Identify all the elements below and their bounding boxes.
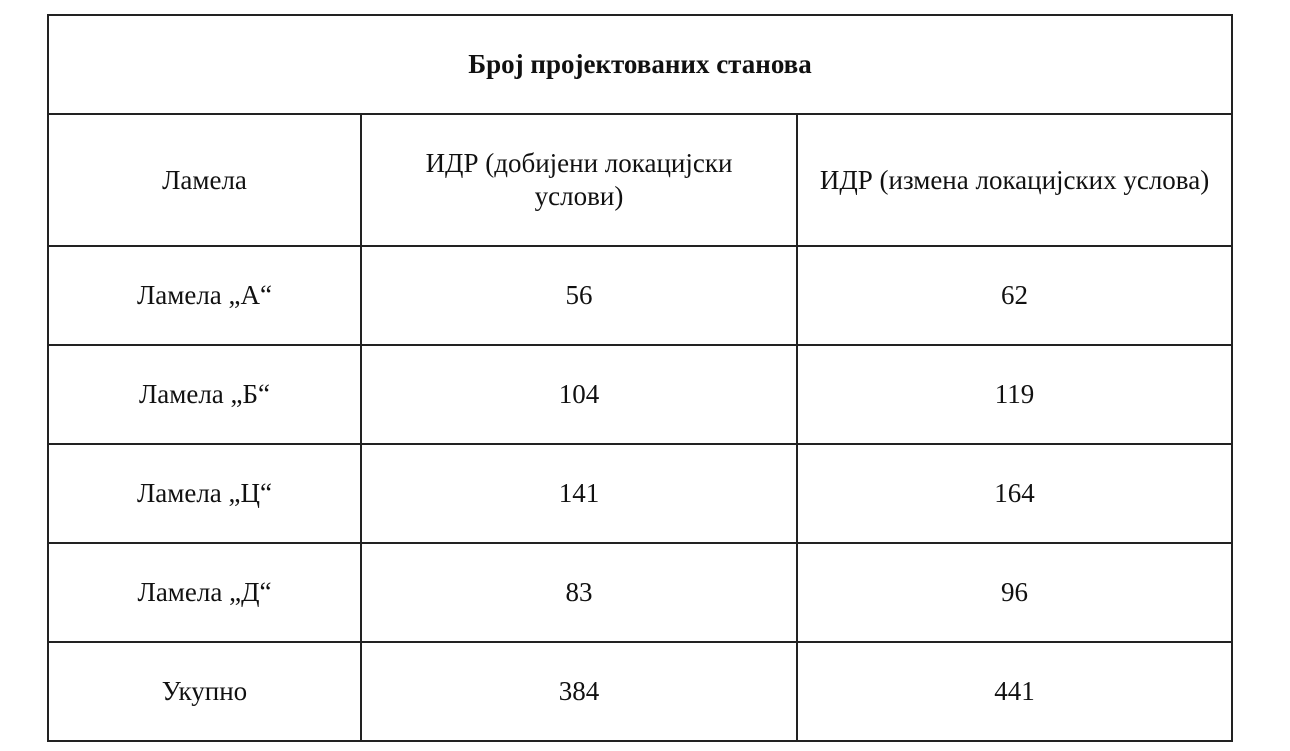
- table-row: [48, 444, 1232, 543]
- column-header-idr-obtained: ИДР (добијени локацијски услови): [361, 114, 797, 246]
- row-label: Ламела „Б“: [48, 345, 361, 444]
- total-value: 384: [361, 642, 797, 741]
- cell-value: 83: [361, 543, 797, 642]
- cell-value: 164: [797, 444, 1232, 543]
- table-title: Број пројектованих станова: [48, 15, 1232, 114]
- table-row: [48, 246, 1232, 345]
- cell-value: 119: [797, 345, 1232, 444]
- table-row: [48, 543, 1232, 642]
- total-value: 441: [797, 642, 1232, 741]
- row-label: Ламела „А“: [48, 246, 361, 345]
- cell-value: 104: [361, 345, 797, 444]
- column-header-idr-amended: ИДР (измена локацијских услова): [797, 114, 1232, 246]
- table-row: [48, 345, 1232, 444]
- cell-value: 96: [797, 543, 1232, 642]
- cell-value: 56: [361, 246, 797, 345]
- apartments-table: [47, 14, 1233, 742]
- table-header-row: [48, 114, 1232, 246]
- table-title-row: [48, 15, 1232, 114]
- cell-value: 141: [361, 444, 797, 543]
- column-header-lamela: Ламела: [48, 114, 361, 246]
- row-label: Ламела „Д“: [48, 543, 361, 642]
- row-label: Ламела „Ц“: [48, 444, 361, 543]
- total-label: Укупно: [48, 642, 361, 741]
- cell-value: 62: [797, 246, 1232, 345]
- table-total-row: [48, 642, 1232, 741]
